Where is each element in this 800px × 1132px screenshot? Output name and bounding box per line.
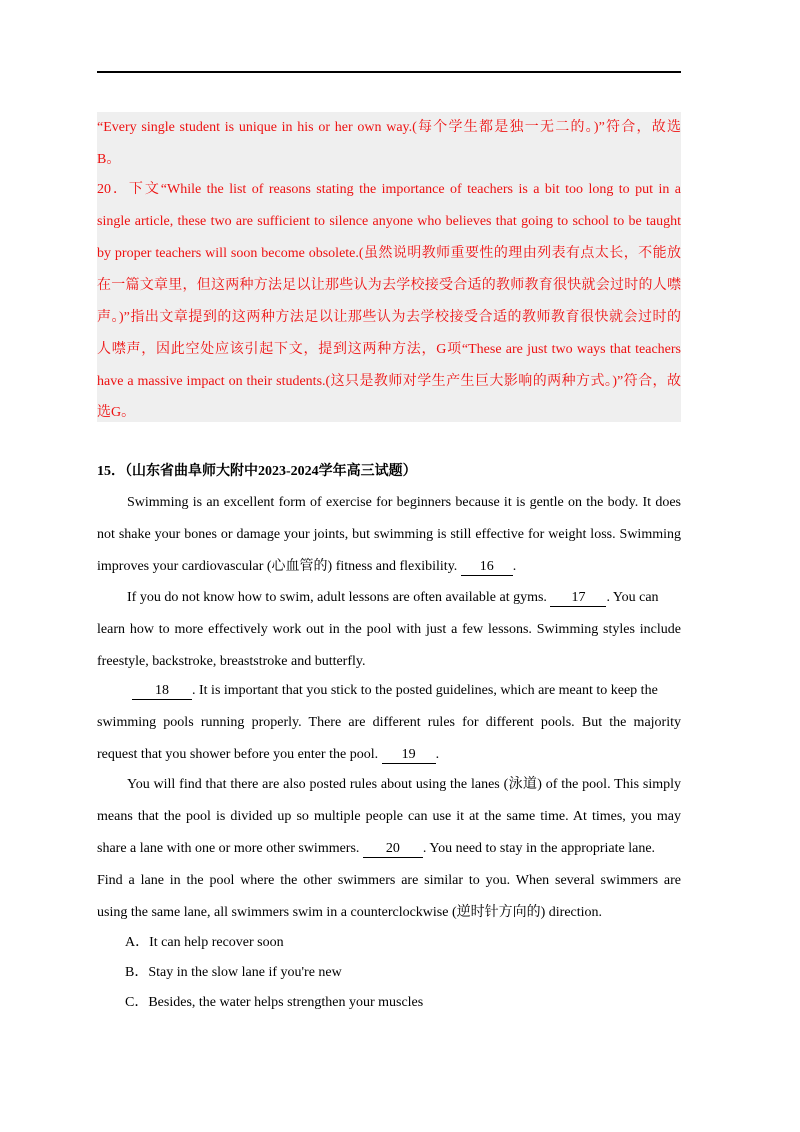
p1-line-3-end: . xyxy=(512,559,517,574)
p4-line-3 xyxy=(97,839,681,859)
p4-line-2: means that the pool is divided up so multiple people can use it at the same time. At times, you may xyxy=(97,809,681,824)
answer-line-2: B。 xyxy=(97,152,121,167)
header-rule xyxy=(97,71,681,73)
p3-line-1 xyxy=(97,681,681,701)
p3-line-2: swimming pools running properly. There are different rules for different pools. But the majority xyxy=(97,715,681,730)
p1-line-3-text: improves your cardiovascular (心血管的) fitness and flexibility. xyxy=(97,559,461,574)
answer-line-3: 20．下文“While the list of reasons stating the importance of teachers is a bit too long to put in a xyxy=(97,182,681,197)
p2-line-3: freestyle, backstroke, breaststroke and butterfly. xyxy=(97,654,366,669)
p1-line-2: not shake your bones or damage your joints, but swimming is still effective for weight loss. Swimming xyxy=(97,527,681,542)
p2-line-2: learn how to more effectively work out in the pool with just a few lessons. Swimming styles include xyxy=(97,622,681,637)
answer-line-9: have a massive impact on their students.(这只是教师对学生产生巨大影响的两种方式。)”符合，故 xyxy=(97,374,681,389)
p2-line-1-end: . You can xyxy=(606,590,659,605)
p4-line-1: You will find that there are also posted rules about using the lanes (泳道) of the pool. This simply xyxy=(127,777,681,792)
answer-line-5: by proper teachers will soon become obsolete.(虽然说明教师重要性的理由列表有点太长，不能放 xyxy=(97,246,681,261)
p2-line-1-text: If you do not know how to swim, adult lessons are often available at gyms. xyxy=(127,590,551,605)
answer-line-4: single article, these two are sufficient to silence anyone who believes that going to school to be taught xyxy=(97,214,681,229)
answer-line-6: 在一篇文章里，但这两种方法足以让那些认为去学校接受合适的教师教育很快就会过时的人噤 xyxy=(97,278,681,293)
blank-19: 19 xyxy=(382,747,436,764)
option-c: C．Besides, the water helps strengthen your muscles xyxy=(125,995,424,1010)
p3-line-3-end: . xyxy=(435,747,440,762)
answer-line-10: 选G。 xyxy=(97,405,136,420)
blank-16: 16 xyxy=(461,559,513,576)
p3-line-3 xyxy=(97,745,681,765)
p3-line-3-text: request that you shower before you enter the pool. xyxy=(97,747,382,762)
p4-line-5: using the same lane, all swimmers swim in a counterclockwise (逆时针方向的) direction. xyxy=(97,905,603,920)
blank-20: 20 xyxy=(363,841,423,858)
answer-line-8: 人噤声，因此空处应该引起下文，提到这两种方法，G项“These are just two ways that teachers xyxy=(97,342,681,357)
option-b: B．Stay in the slow lane if you're new xyxy=(125,965,342,980)
p3-line-1-text: . It is important that you stick to the posted guidelines, which are meant to keep the xyxy=(192,683,658,698)
question-title: 15．（山东省曲阜师大附中2023-2024学年高三试题） xyxy=(97,464,417,479)
p4-line-3-end: . You need to stay in the appropriate lane. xyxy=(422,841,656,856)
p1-line-3 xyxy=(97,557,681,577)
p1-line-1: Swimming is an excellent form of exercise for beginners because it is gentle on the body. It does xyxy=(127,495,681,510)
blank-18: 18 xyxy=(132,683,192,700)
p2-line-1 xyxy=(97,588,681,608)
answer-line-1: “Every single student is unique in his or her own way.(每个学生都是独一无二的。)”符合，故选 xyxy=(97,120,681,135)
p4-line-3-text: share a lane with one or more other swimmers. xyxy=(97,841,363,856)
blank-17: 17 xyxy=(550,590,606,607)
p4-line-4: Find a lane in the pool where the other swimmers are similar to you. When several swimmers are xyxy=(97,873,681,888)
answer-line-7: 声。)”指出文章提到的这两种方法足以让那些认为去学校接受合适的教师教育很快就会过时的 xyxy=(97,310,681,325)
option-a: A．It can help recover soon xyxy=(125,935,284,950)
